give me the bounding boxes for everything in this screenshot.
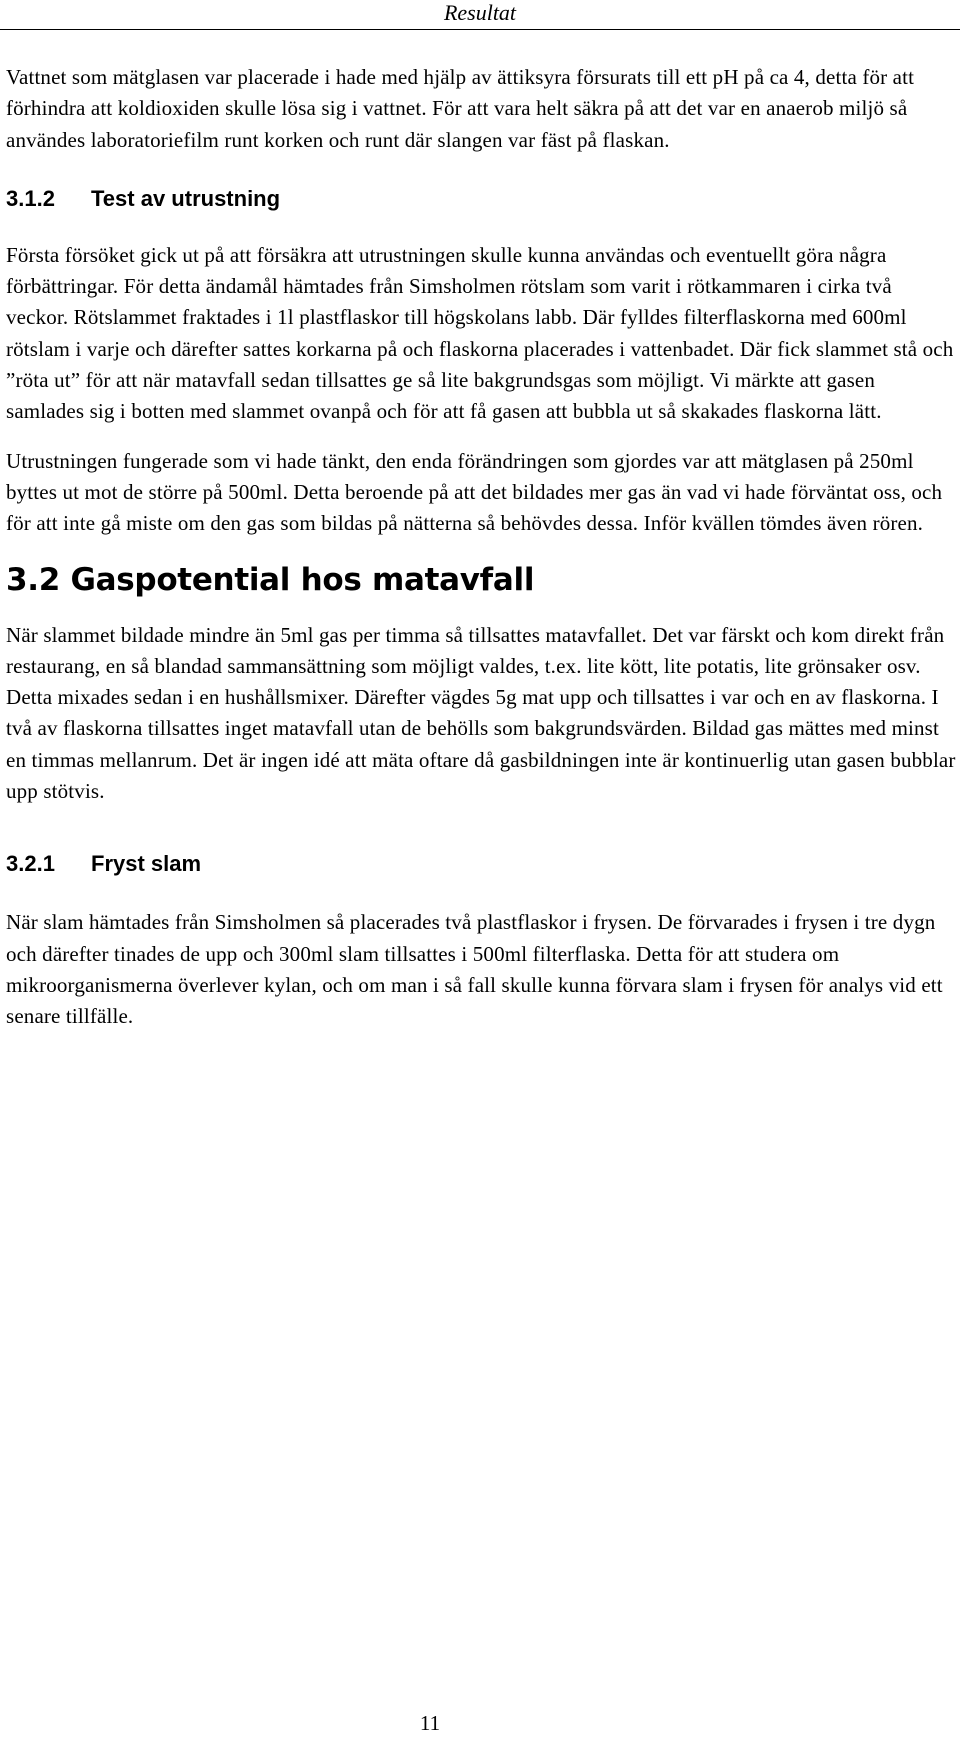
- page-number: [0, 1710, 960, 1736]
- running-header-title: Resultat: [443, 0, 517, 25]
- section-title: Test av utrustning: [91, 185, 281, 211]
- paragraph-test-1: Första försöket gick ut på att försäkra att utrustningen skulle kunna användas och eventuellt göra några förbättringar. För detta ändamål hämtades från Simsholmen rötslam som varit i rötkammaren i cirka två veckor. Rötslammet fraktades i 1l plastflaskor till högskolans labb. Där fylldes filterflaskorna med 600ml rötslam i varje och därefter sattes korkarna på och flaskorna placerades i vattenbadet. Där fick slammet stå och ”röta ut” för att när matavfall sedan tillsattes ge så lite bakgrundsgas som möjligt. Vi märkte att gasen samlades sig i botten med slammet ovanpå och för att få gasen att bubbla ut så skakades flaskorna lätt.: [6, 242, 954, 424]
- paragraph-gaspotential: När slammet bildade mindre än 5ml gas per timma så tillsattes matavfallet. Det var färskt och kom direkt från restaurang, en så blandad sammansättning som möjligt valdes, t.ex. lite kött, lite potatis, lite grönsaker osv. Detta mixades sedan i en hushållsmixer. Därefter vägdes 5g mat upp och tillsattes i var och en av flaskorna. I två av flaskorna tillsattes inget matavfall utan de behölls som bakgrundsvärden. Bildad gas mättes med minst en timmas mellanrum. Det är ingen idé att mäta oftare då gasbildningen inte är kontinuerlig utan gasen bubblar upp stötvis.: [6, 622, 956, 804]
- page-number-text: 11: [419, 1711, 441, 1735]
- paragraph-fryst-slam: När slam hämtades från Simsholmen så placerades två plastflaskor i frysen. De förvarades i frysen i tre dygn och därefter tinades de upp och 300ml slam tillsattes i 500ml filterflaska. Detta för att studera om mikroorganismerna överlever kylan, och om man i så fall skulle kunna förvara slam i frysen för analys vid ett senare tillfälle.: [6, 910, 943, 1029]
- section-heading-3-1-2: [6, 184, 956, 214]
- section-number: 3.2.1: [6, 851, 55, 877]
- section-number: 3.1.2: [6, 185, 55, 211]
- header-rule: [0, 29, 960, 30]
- paragraph-test-2: Utrustningen fungerade som vi hade tänkt, den enda förändringen som gjordes var att mätglasen på 250ml byttes ut mot de större på 500ml. Detta beroende på att det bildades mer gas än vad vi hade förväntat oss, och för att inte gå miste om den gas som bildas på nätterna så behövdes dessa. Inför kvällen tömdes även rören.: [6, 448, 943, 536]
- section-heading-3-2: 3.2 Gaspotential hos matavfall: [6, 561, 535, 598]
- page-content: [6, 62, 956, 1033]
- intro-paragraph: Vattnet som mätglasen var placerade i hade med hjälp av ättiksyra försurats till ett pH på ca 4, detta för att förhindra att koldioxiden skulle lösa sig i vattnet. För att vara helt säkra på att det var en anaerob miljö så användes laboratoriefilm runt korken och runt där slangen var fäst på flaskan.: [6, 65, 915, 152]
- section-title: Fryst slam: [91, 851, 202, 877]
- section-heading-3-2-1: [6, 849, 956, 879]
